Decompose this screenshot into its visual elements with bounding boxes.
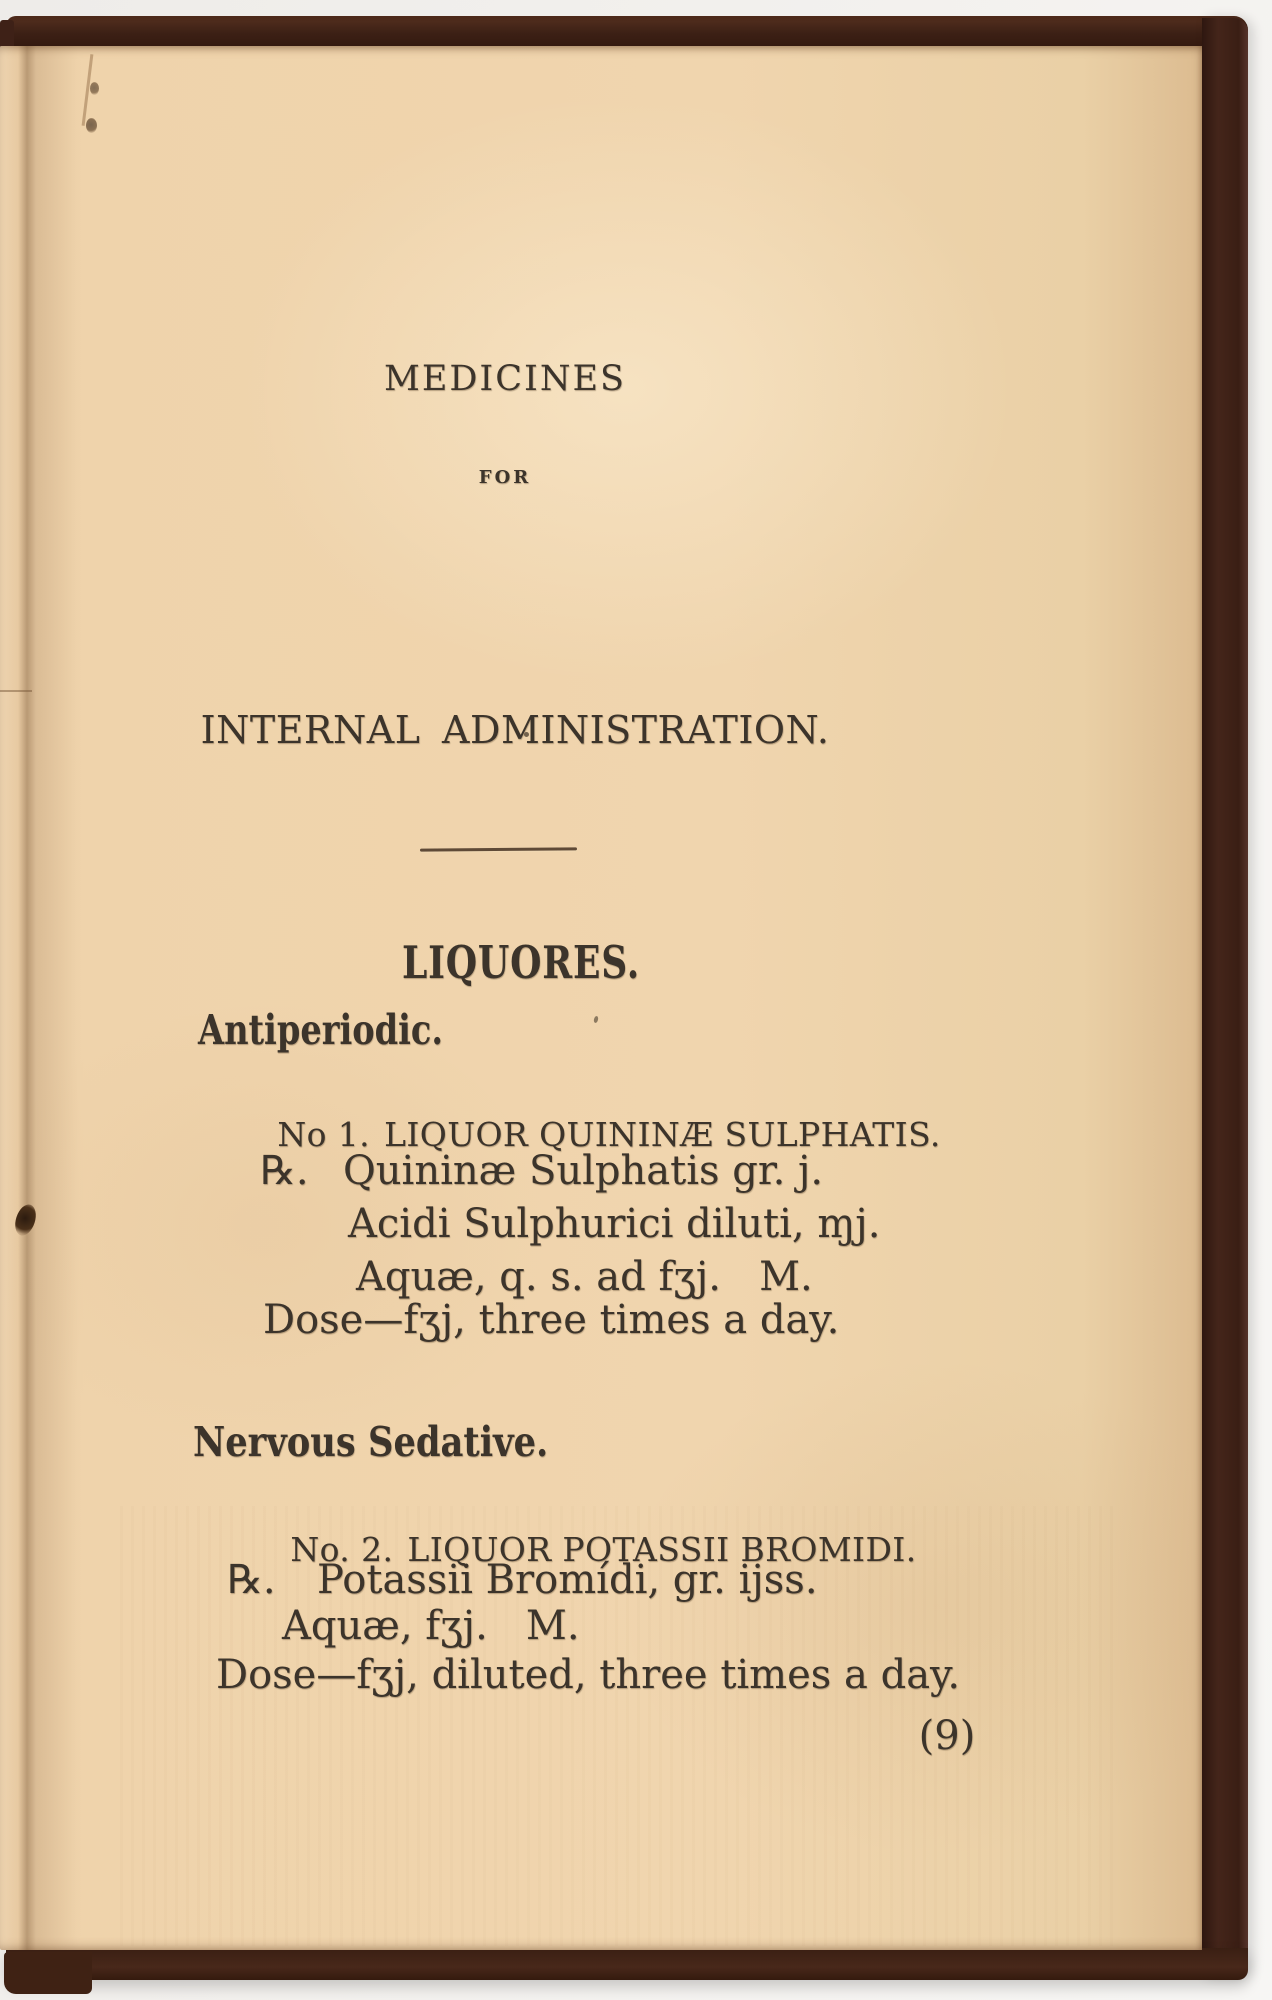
book-cover-top-edge [6,16,1248,48]
book-title: MEDICINES [383,359,627,399]
gutter-crease [0,46,80,1950]
book-cover-right-board [1202,18,1248,1978]
recipe-1-title: LIQUOR QUININÆ SULPHATIS. [384,1115,941,1154]
page-number: (9) [918,1713,976,1759]
category-heading-nervous-sedative: Nervous Sedative. [193,1418,549,1466]
book-cover-corner-tab [4,1952,92,1994]
divider-rule [420,847,577,851]
ingredient-line: Acidi Sulphurici diluti, ɱj. [348,1201,881,1247]
page-edge-line [0,690,32,692]
recipe-2-title: LIQUOR POTASSII BROMIDI. [407,1530,917,1569]
book-subtitle: INTERNAL ADMINISTRATION. [200,708,830,752]
ink-speck [593,1016,599,1024]
ingredient-line: Aquæ, q. s. ad fʒj. M. [356,1254,813,1300]
section-heading-liquores: LIQUORES. [402,936,641,989]
recipe-2-number: No. 2. [290,1530,394,1569]
paper-tear [86,118,97,133]
ingredient-line: Quininæ Sulphatis gr. j. [343,1148,824,1194]
paper-tear [90,82,99,95]
book-cover-bottom-edge [6,1948,1248,1980]
ingredient-line: Aquæ, fʒj. M. [282,1603,580,1649]
rx-symbol: ℞. [260,1148,309,1194]
ingredient-line: Potassii Bromídi, gr. ijss. [317,1557,818,1603]
rx-symbol: ℞. [227,1557,276,1603]
recipe-1-number: No 1. [277,1115,371,1154]
dose-line: Dose—fʒj, three times a day. [263,1297,840,1343]
category-heading-antiperiodic: Antiperiodic. [198,1006,444,1054]
dose-line: Dose—fʒj, diluted, three times a day. [216,1652,961,1698]
book-title-connector: FOR [478,467,532,488]
book-page [0,46,1202,1950]
